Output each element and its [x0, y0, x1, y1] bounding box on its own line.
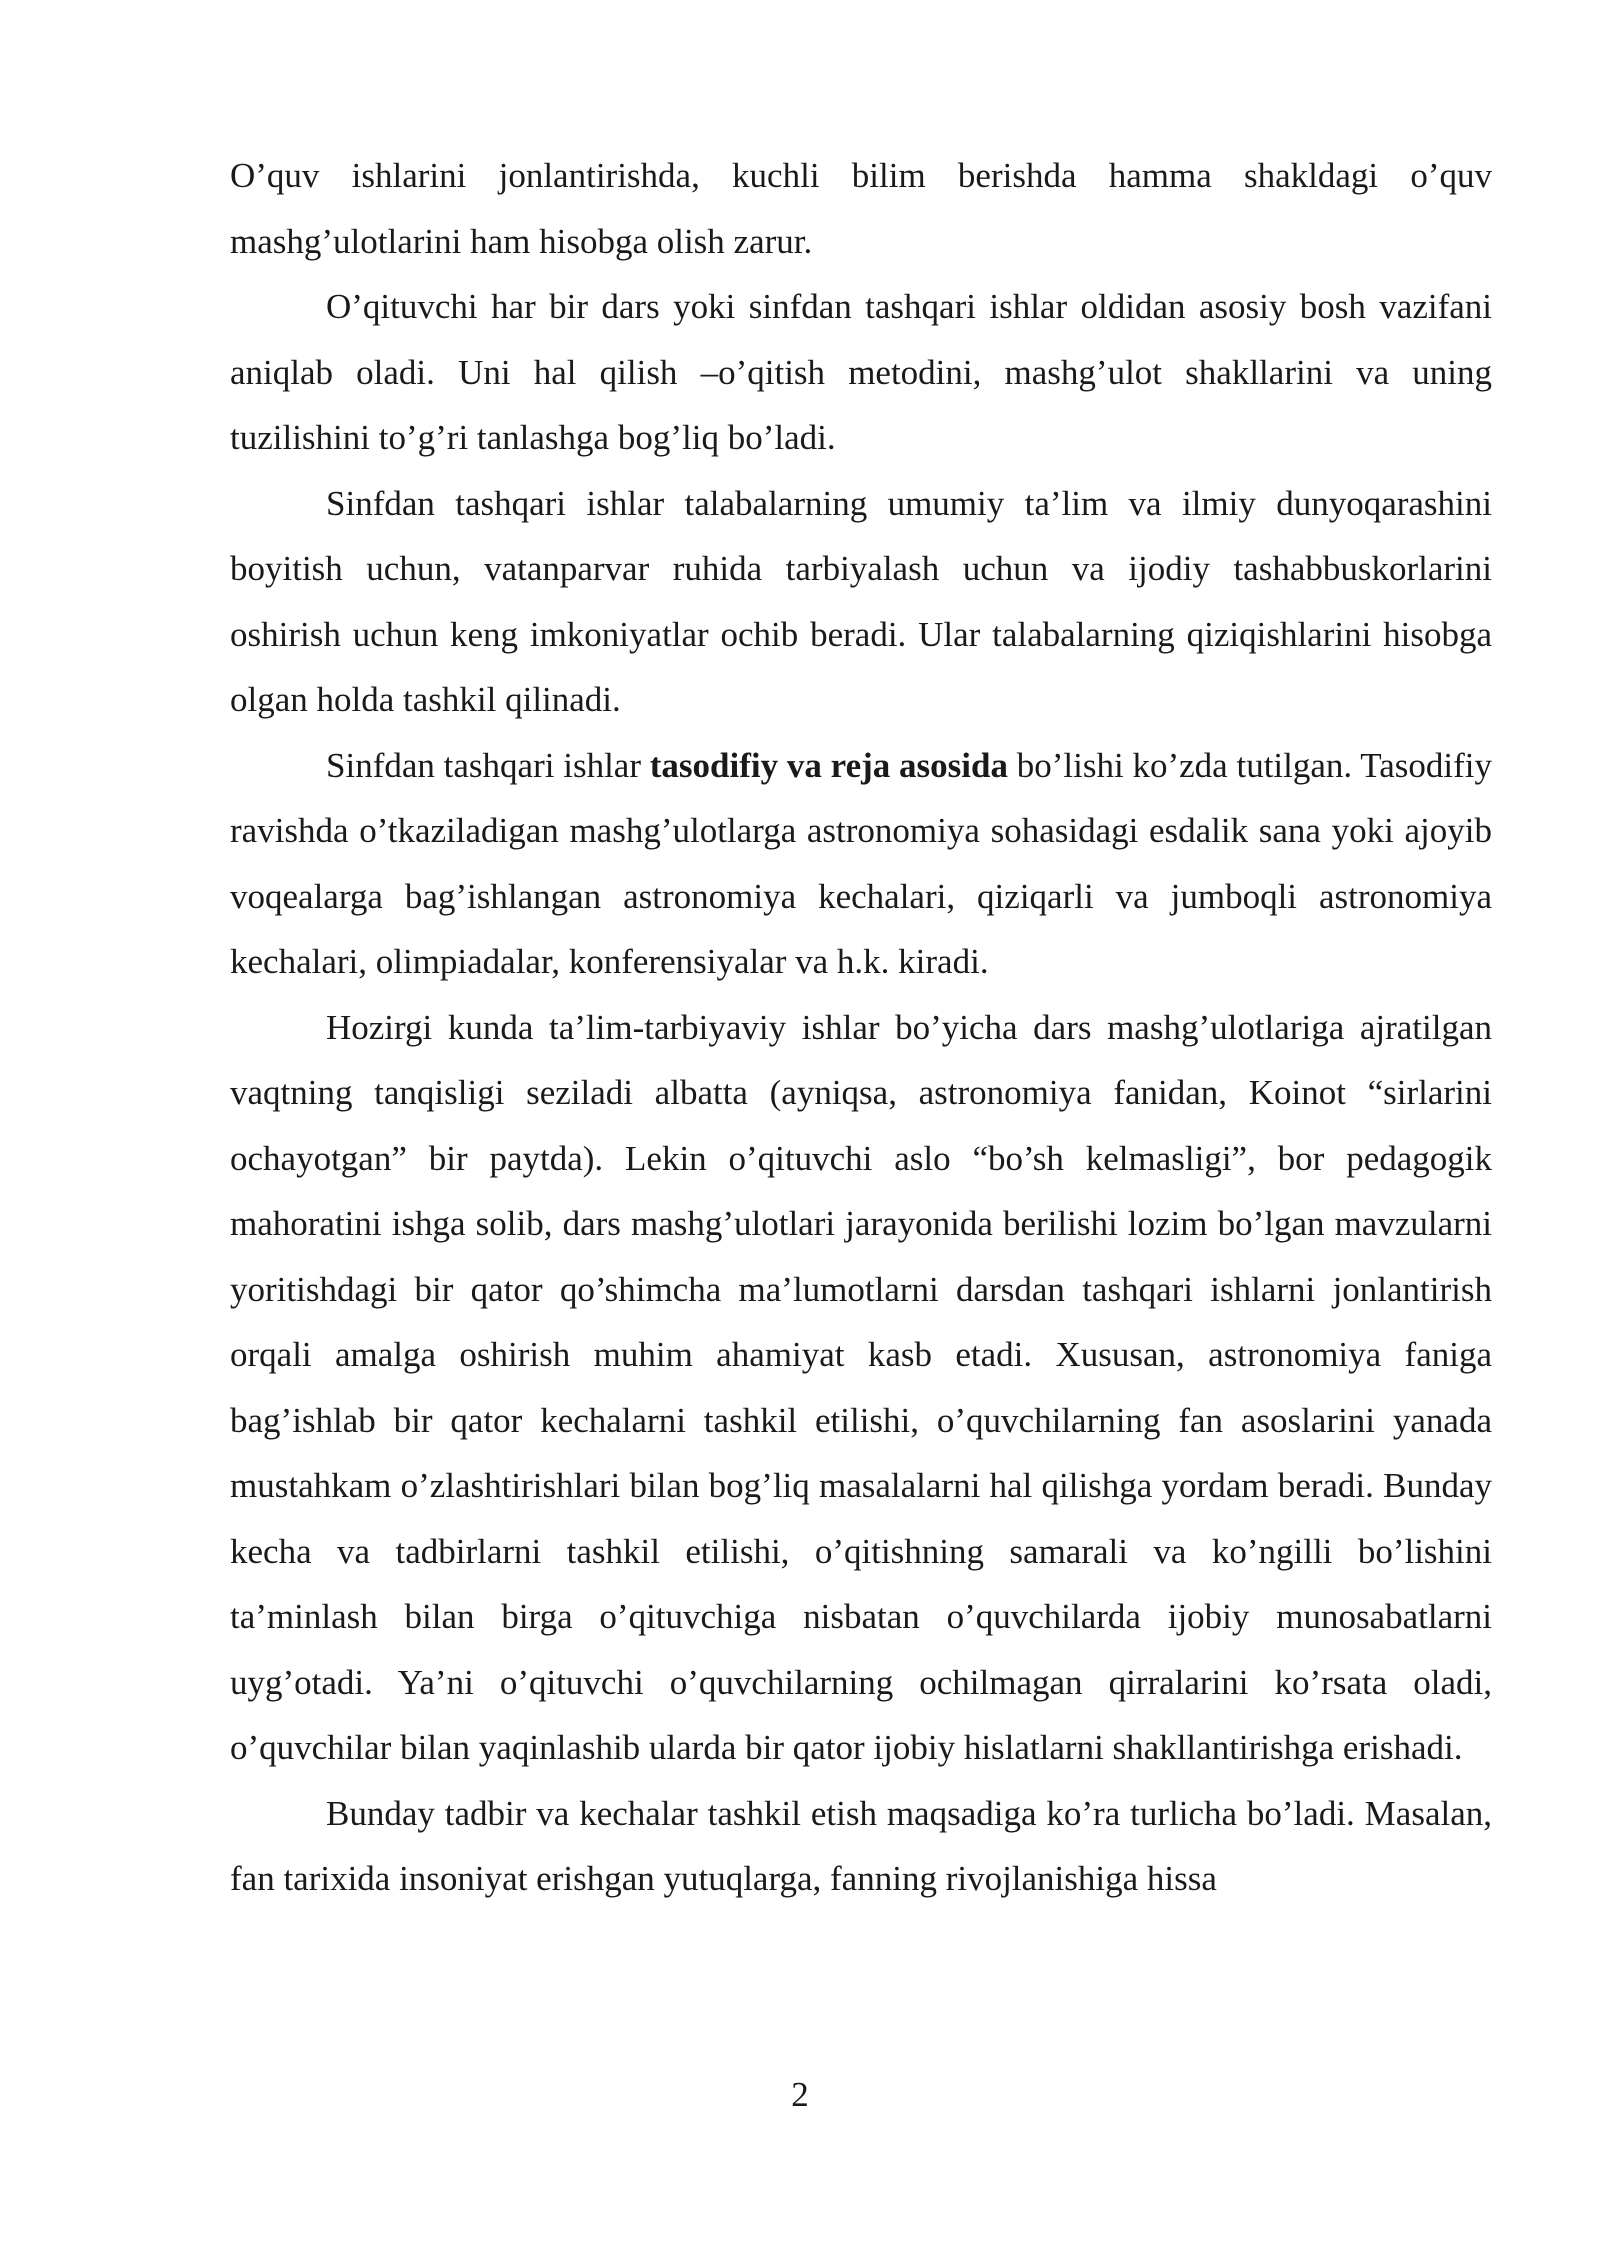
paragraph-2: O’qituvchi har bir dars yoki sinfdan tashqari ishlar oldidan asosiy bosh vazifani aniqlab oladi. Uni hal qilish –o’qitish metodini, mashg’ulot shakllarini va uning tuzilishini to’g’ri tanlashga bog’liq bo’ladi.	[230, 287, 1492, 457]
paragraph-6: Bunday tadbir va kechalar tashkil etish maqsadiga ko’ra turlicha bo’ladi. Masalan, fan tarixida insoniyat erishgan yutuqlarga, fanning rivojlanishiga hissa	[230, 1793, 1492, 1898]
paragraph-4-bold-phrase: tasodifiy va reja asosida	[649, 745, 1008, 785]
body-text	[230, 143, 1492, 1912]
page-number: 2	[791, 2075, 809, 2114]
paragraph-4	[230, 733, 1492, 995]
paragraph-3: Sinfdan tashqari ishlar talabalarning umumiy ta’lim va ilmiy dunyoqarashini boyitish uchun, vatanparvar ruhida tarbiyalash uchun va ijodiy tashabbuskorlarini oshirish uchun keng imkoniyatlar ochib beradi. Ular talabalarning qiziqishlarini hisobga olgan holda tashkil qilinadi.	[230, 483, 1492, 719]
paragraph-4-lead: Sinfdan tashqari ishlar	[326, 745, 650, 785]
paragraph-4-rest: bo’lishi ko’zda tutilgan. Tasodifiy ravishda o’tkaziladigan mashg’ulotlarga astronomiya sohasidagi esdalik sana yoki ajoyib voqealarga bag’ishlangan astronomiya kechalari, qiziqarli va jumboqli astronomiya kechalari, olimpiadalar, konferensiyalar va h.k. kiradi.	[230, 745, 1492, 981]
paragraph-5: Hozirgi kunda ta’lim-tarbiyaviy ishlar bo’yicha dars mashg’ulotlariga ajratilgan vaqtning tanqisligi seziladi albatta (ayniqsa, astronomiya fanidan, Koinot “sirlarini ochayotgan” bir paytda). Lekin o’qituvchi aslo “bo’sh kelmasligi”, bor pedagogik mahoratini ishga solib, dars mashg’ulotlari jarayonida berilishi lozim bo’lgan mavzularni yoritishdagi bir qator qo’shimcha ma’lumotlarni darsdan tashqari ishlarni jonlantirish orqali amalga oshirish muhim ahamiyat kasb etadi. Xususan, astronomiya faniga bag’ishlab bir qator kechalarni tashkil etilishi, o’quvchilarning fan asoslarini yanada mustahkam o’zlashtirishlari bilan bog’liq masalalarni hal qilishga yordam beradi. Bunday kecha va tadbirlarni tashkil etilishi, o’qitishning samarali va ko’ngilli bo’lishini ta’minlash bilan birga o’qituvchiga nisbatan o’quvchilarda ijobiy munosabatlarni uyg’otadi. Ya’ni o’qituvchi o’quvchilarning ochilmagan qirralarini ko’rsata oladi, o’quvchilar bilan yaqinlashib ularda bir qator ijobiy hislatlarni shakllantirishga erishadi.	[230, 1007, 1492, 1767]
paragraph-1: O’quv ishlarini jonlantirishda, kuchli bilim berishda hamma shakldagi o’quv mashg’ulotlarini ham hisobga olish zarur.	[230, 156, 1492, 261]
